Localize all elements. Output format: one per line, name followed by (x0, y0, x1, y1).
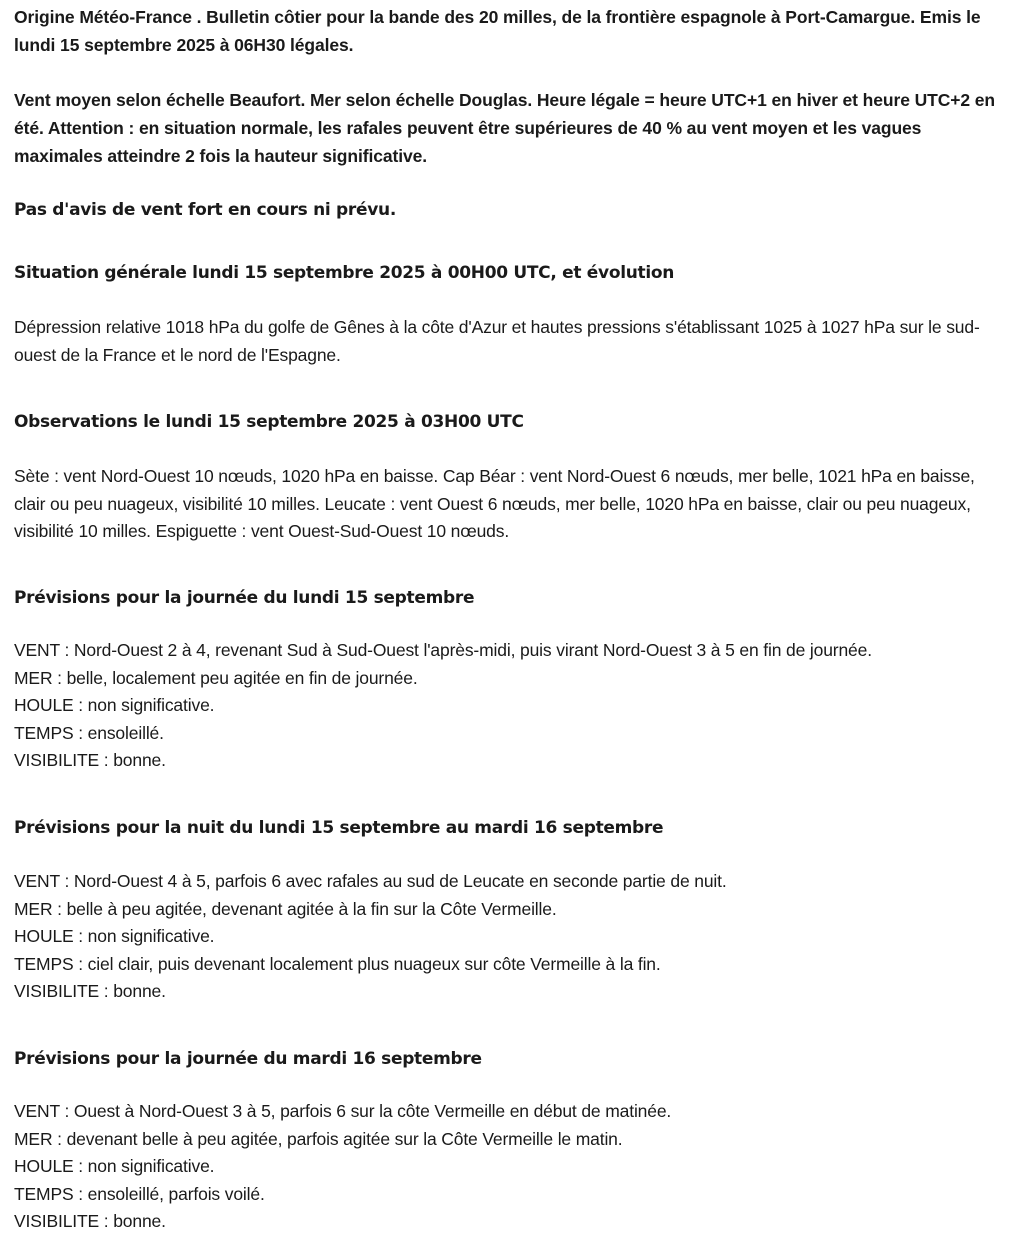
forecast-line-swell: HOULE : non significative. (14, 926, 215, 946)
situation-heading: Situation générale lundi 15 septembre 2025 à 00H00 UTC, et évolution (14, 263, 675, 283)
bulletin-origin: Origine Météo-France . Bulletin côtier pour la bande des 20 milles, de la frontière espagnole à Port-Camargue. Emis le lundi 15 septembre 2025 à 06H30 légales. (14, 7, 981, 55)
wind-warning: Pas d'avis de vent fort en cours ni prévu. (14, 200, 396, 220)
observations-heading: Observations le lundi 15 septembre 2025 à 03H00 UTC (14, 412, 524, 432)
forecast-line-wind: VENT : Nord-Ouest 4 à 5, parfois 6 avec rafales au sud de Leucate en seconde partie de nuit. (14, 871, 727, 891)
forecast-line-weather: TEMPS : ensoleillé, parfois voilé. (14, 1183, 265, 1204)
forecast-heading: Prévisions pour la nuit du lundi 15 septembre au mardi 16 septembre (14, 818, 664, 838)
forecast-line-sea: MER : belle à peu agitée, devenant agitée à la fin sur la Côte Vermeille. (14, 898, 557, 919)
forecast-heading: Prévisions pour la journée du mardi 16 septembre (14, 1049, 482, 1069)
forecast-line-sea: MER : belle, localement peu agitée en fin de journée. (14, 667, 418, 688)
forecast-heading: Prévisions pour la journée du lundi 15 septembre (14, 588, 475, 608)
forecast-line-weather: TEMPS : ensoleillé. (14, 722, 164, 743)
observations-text: Sète : vent Nord-Ouest 10 nœuds, 1020 hPa en baisse. Cap Béar : vent Nord-Ouest 6 nœuds, mer belle, 1021 hPa en baisse, clair ou peu nuageux, visibilité 10 milles. Leucate : vent Ouest 6 nœuds, mer belle, 1020 hPa en baisse, clair ou peu nuageux, visibilité 10 milles. Espiguette : vent Ouest-Sud-Ouest 10 nœuds. (14, 466, 975, 541)
forecast-line-visibility: VISIBILITE : bonne. (14, 1211, 166, 1231)
forecast-line-swell: HOULE : non significative. (14, 695, 215, 715)
forecast-details (14, 637, 1009, 775)
forecast-line-sea: MER : devenant belle à peu agitée, parfois agitée sur la Côte Vermeille le matin. (14, 1128, 623, 1149)
forecast-line-weather: TEMPS : ciel clair, puis devenant localement plus nuageux sur côte Vermeille à la fin. (14, 953, 661, 974)
forecast-line-visibility: VISIBILITE : bonne. (14, 750, 166, 770)
forecast-line-swell: HOULE : non significative. (14, 1156, 215, 1176)
forecast-details (14, 1098, 1009, 1236)
situation-text: Dépression relative 1018 hPa du golfe de Gênes à la côte d'Azur et hautes pressions s'établissant 1025 à 1027 hPa sur le sud-ouest de la France et le nord de l'Espagne. (14, 317, 980, 365)
forecast-line-wind: VENT : Nord-Ouest 2 à 4, revenant Sud à Sud-Ouest l'après-midi, puis virant Nord-Ouest 3 à 5 en fin de journée. (14, 640, 872, 660)
bulletin-notice: Vent moyen selon échelle Beaufort. Mer selon échelle Douglas. Heure légale = heure UTC+1 en hiver et heure UTC+2 en été. Attention : en situation normale, les rafales peuvent être supérieures de 40 % au vent moyen et les vagues maximales atteindre 2 fois la hauteur significative. (14, 90, 995, 166)
forecast-line-wind: VENT : Ouest à Nord-Ouest 3 à 5, parfois 6 sur la côte Vermeille en début de matinée. (14, 1101, 672, 1121)
forecast-line-visibility: VISIBILITE : bonne. (14, 981, 166, 1001)
forecast-details (14, 868, 1009, 1006)
